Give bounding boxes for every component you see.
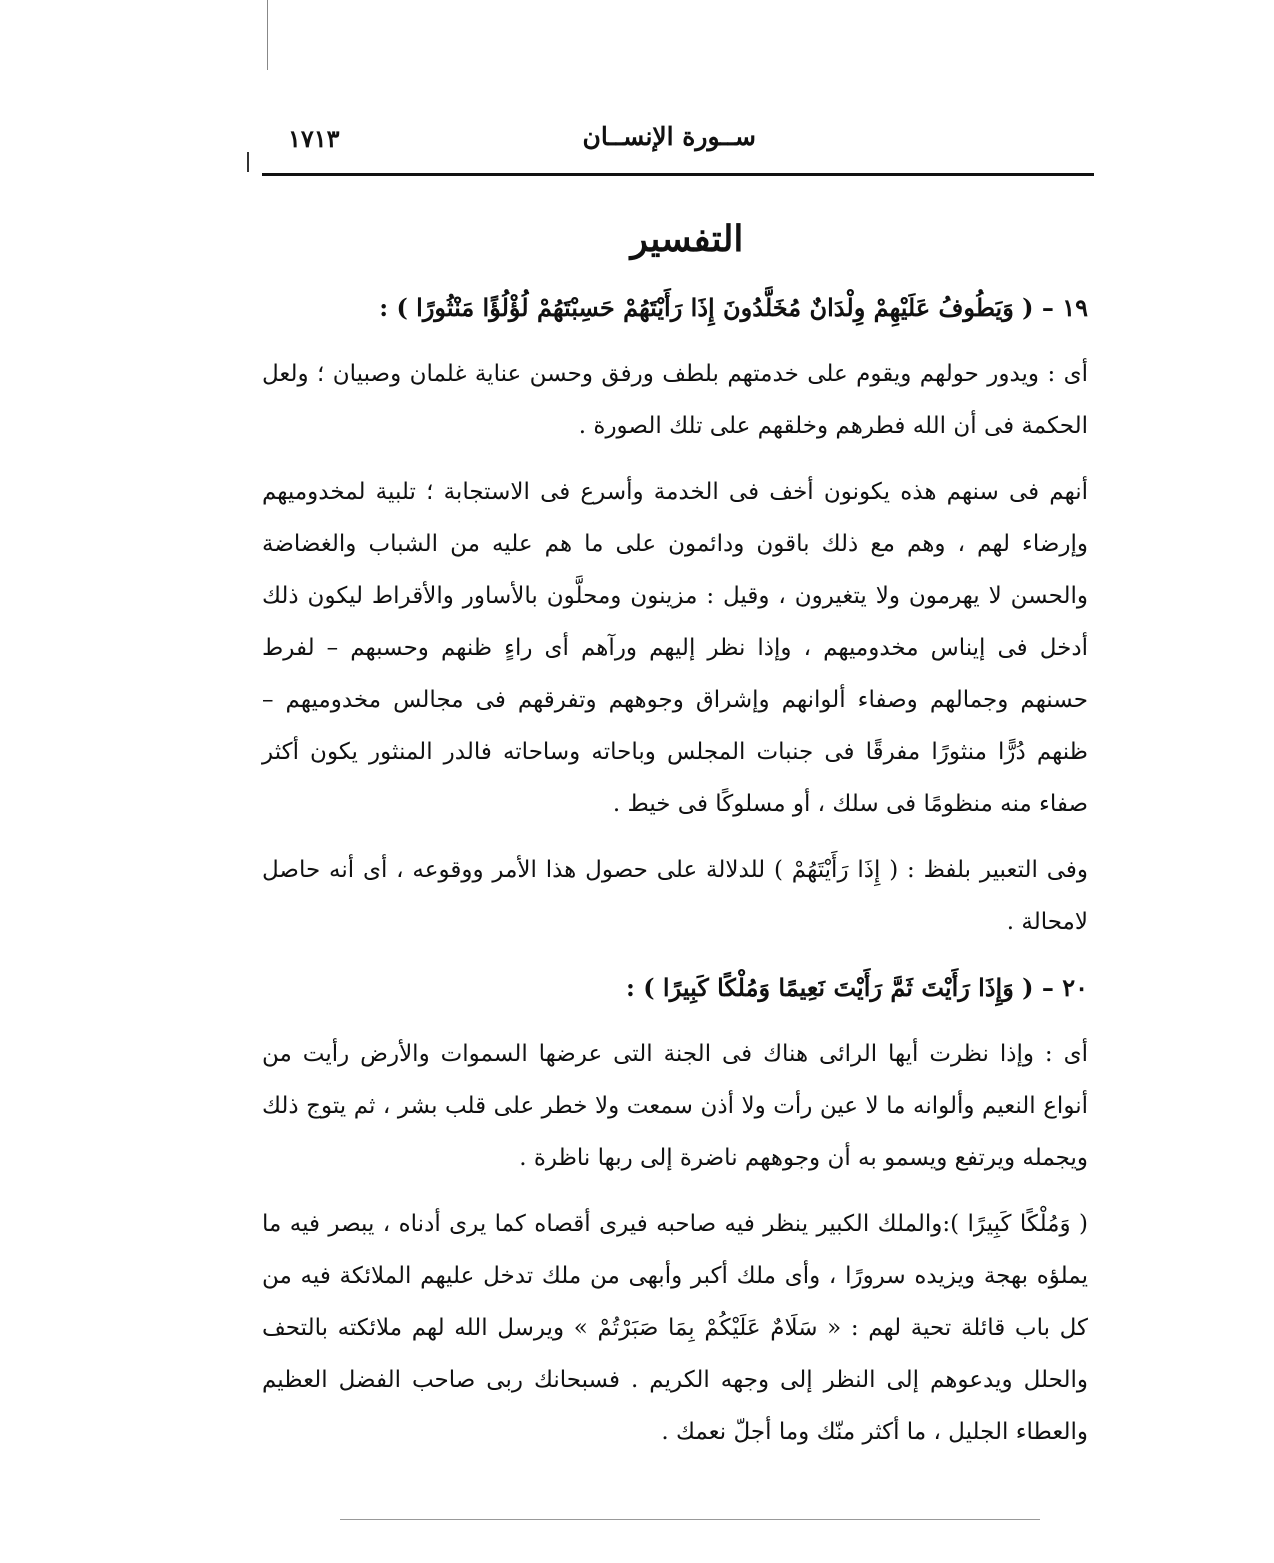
- section-title: التفسير: [630, 218, 744, 260]
- paragraph-4: أى : وإذا نظرت أيها الرائى هناك فى الجنة التى عرضها السموات والأرض رأيت من أنواع النعيم وألوانه ما لا عين رأت ولا أذن سمعت ولا خطر على قلب بشر ، ثم يتوج ذلك ويجمله ويرتفع ويسمو به أن وجوههم ناضرة إلى ربها ناظرة .: [262, 1041, 1088, 1171]
- verse-20: ٢٠ – ( وَإِذَا رَأَيْتَ ثَمَّ رَأَيْتَ نَعِيمًا وَمُلْكًا كَبِيرًا ) :: [626, 973, 1088, 1002]
- tafsir-body: [262, 282, 1088, 1472]
- paragraph-2: أنهم فى سنهم هذه يكونون أخف فى الخدمة وأسرع فى الاستجابة ؛ تلبية لمخدوميهم وإرضاء لهم ، وهم مع ذلك باقون ودائمون على ما هم عليه من الشباب والغضاضة والحسن لا يهرمون ولا يتغيرون ، وقيل : مزينون ومحلَّون بالأساور والأقراط ليكون ذلك أدخل فى إيناس مخدوميهم ، وإذا نظر إليهم ورآهم أى راءٍ ظنهم وحسبهم – لفرط حسنهم وجمالهم وصفاء ألوانهم وإشراق وجوههم وتفرقهم فى مجالس مخدوميهم – ظنهم دُرًّا منثورًا مفرقًا فى جنبات المجلس وباحاته وساحاته فالدر المنثور يكون أكثر صفاء منه منظومًا فى سلك ، أو مسلوكًا فى خيط .: [262, 479, 1088, 817]
- header-rule: [262, 173, 1094, 176]
- verse-19: ١٩ – ( وَيَطُوفُ عَلَيْهِمْ وِلْدَانٌ مُخَلَّدُونَ إِذَا رَأَيْتَهُمْ حَسِبْتَهُمْ لُؤْلُؤًا مَنْثُورًا ) :: [379, 293, 1088, 322]
- page-number: ١٧١٣: [288, 124, 340, 153]
- top-scan-line: [267, 0, 268, 70]
- bottom-scan-line: [340, 1519, 1040, 1520]
- margin-mark: [247, 152, 249, 172]
- paragraph-1: أى : ويدور حولهم ويقوم على خدمتهم بلطف ورفق وحسن عناية غلمان وصبيان ؛ ولعل الحكمة فى أن الله فطرهم وخلقهم على تلك الصورة .: [262, 361, 1088, 439]
- paragraph-3: وفى التعبير بلفظ : ( إِذَا رَأَيْتَهُمْ ) للدلالة على حصول هذا الأمر ووقوعه ، أى أنه حاصل لامحالة .: [262, 857, 1088, 935]
- paragraph-5: ( وَمُلْكًا كَبِيرًا ):والملك الكبير ينظر فيه صاحبه فيرى أقصاه كما يرى أدناه ، يبصر فيه ما يملؤه بهجة ويزيده سرورًا ، وأى ملك أكبر وأبهى من ملك تدخل عليهم الملائكة فيه من كل باب قائلة تحية لهم : « سَلَامٌ عَلَيْكُمْ بِمَا صَبَرْتُمْ » ويرسل الله لهم ملائكته بالتحف والحلل ويدعوهم إلى النظر إلى وجهه الكريم . فسبحانك ربى صاحب الفضل العظيم والعطاء الجليل ، ما أكثر منّك وما أجلّ نعمك .: [262, 1211, 1088, 1445]
- page-header: [262, 118, 1094, 174]
- surah-title: ســورة الإنســان: [582, 122, 756, 151]
